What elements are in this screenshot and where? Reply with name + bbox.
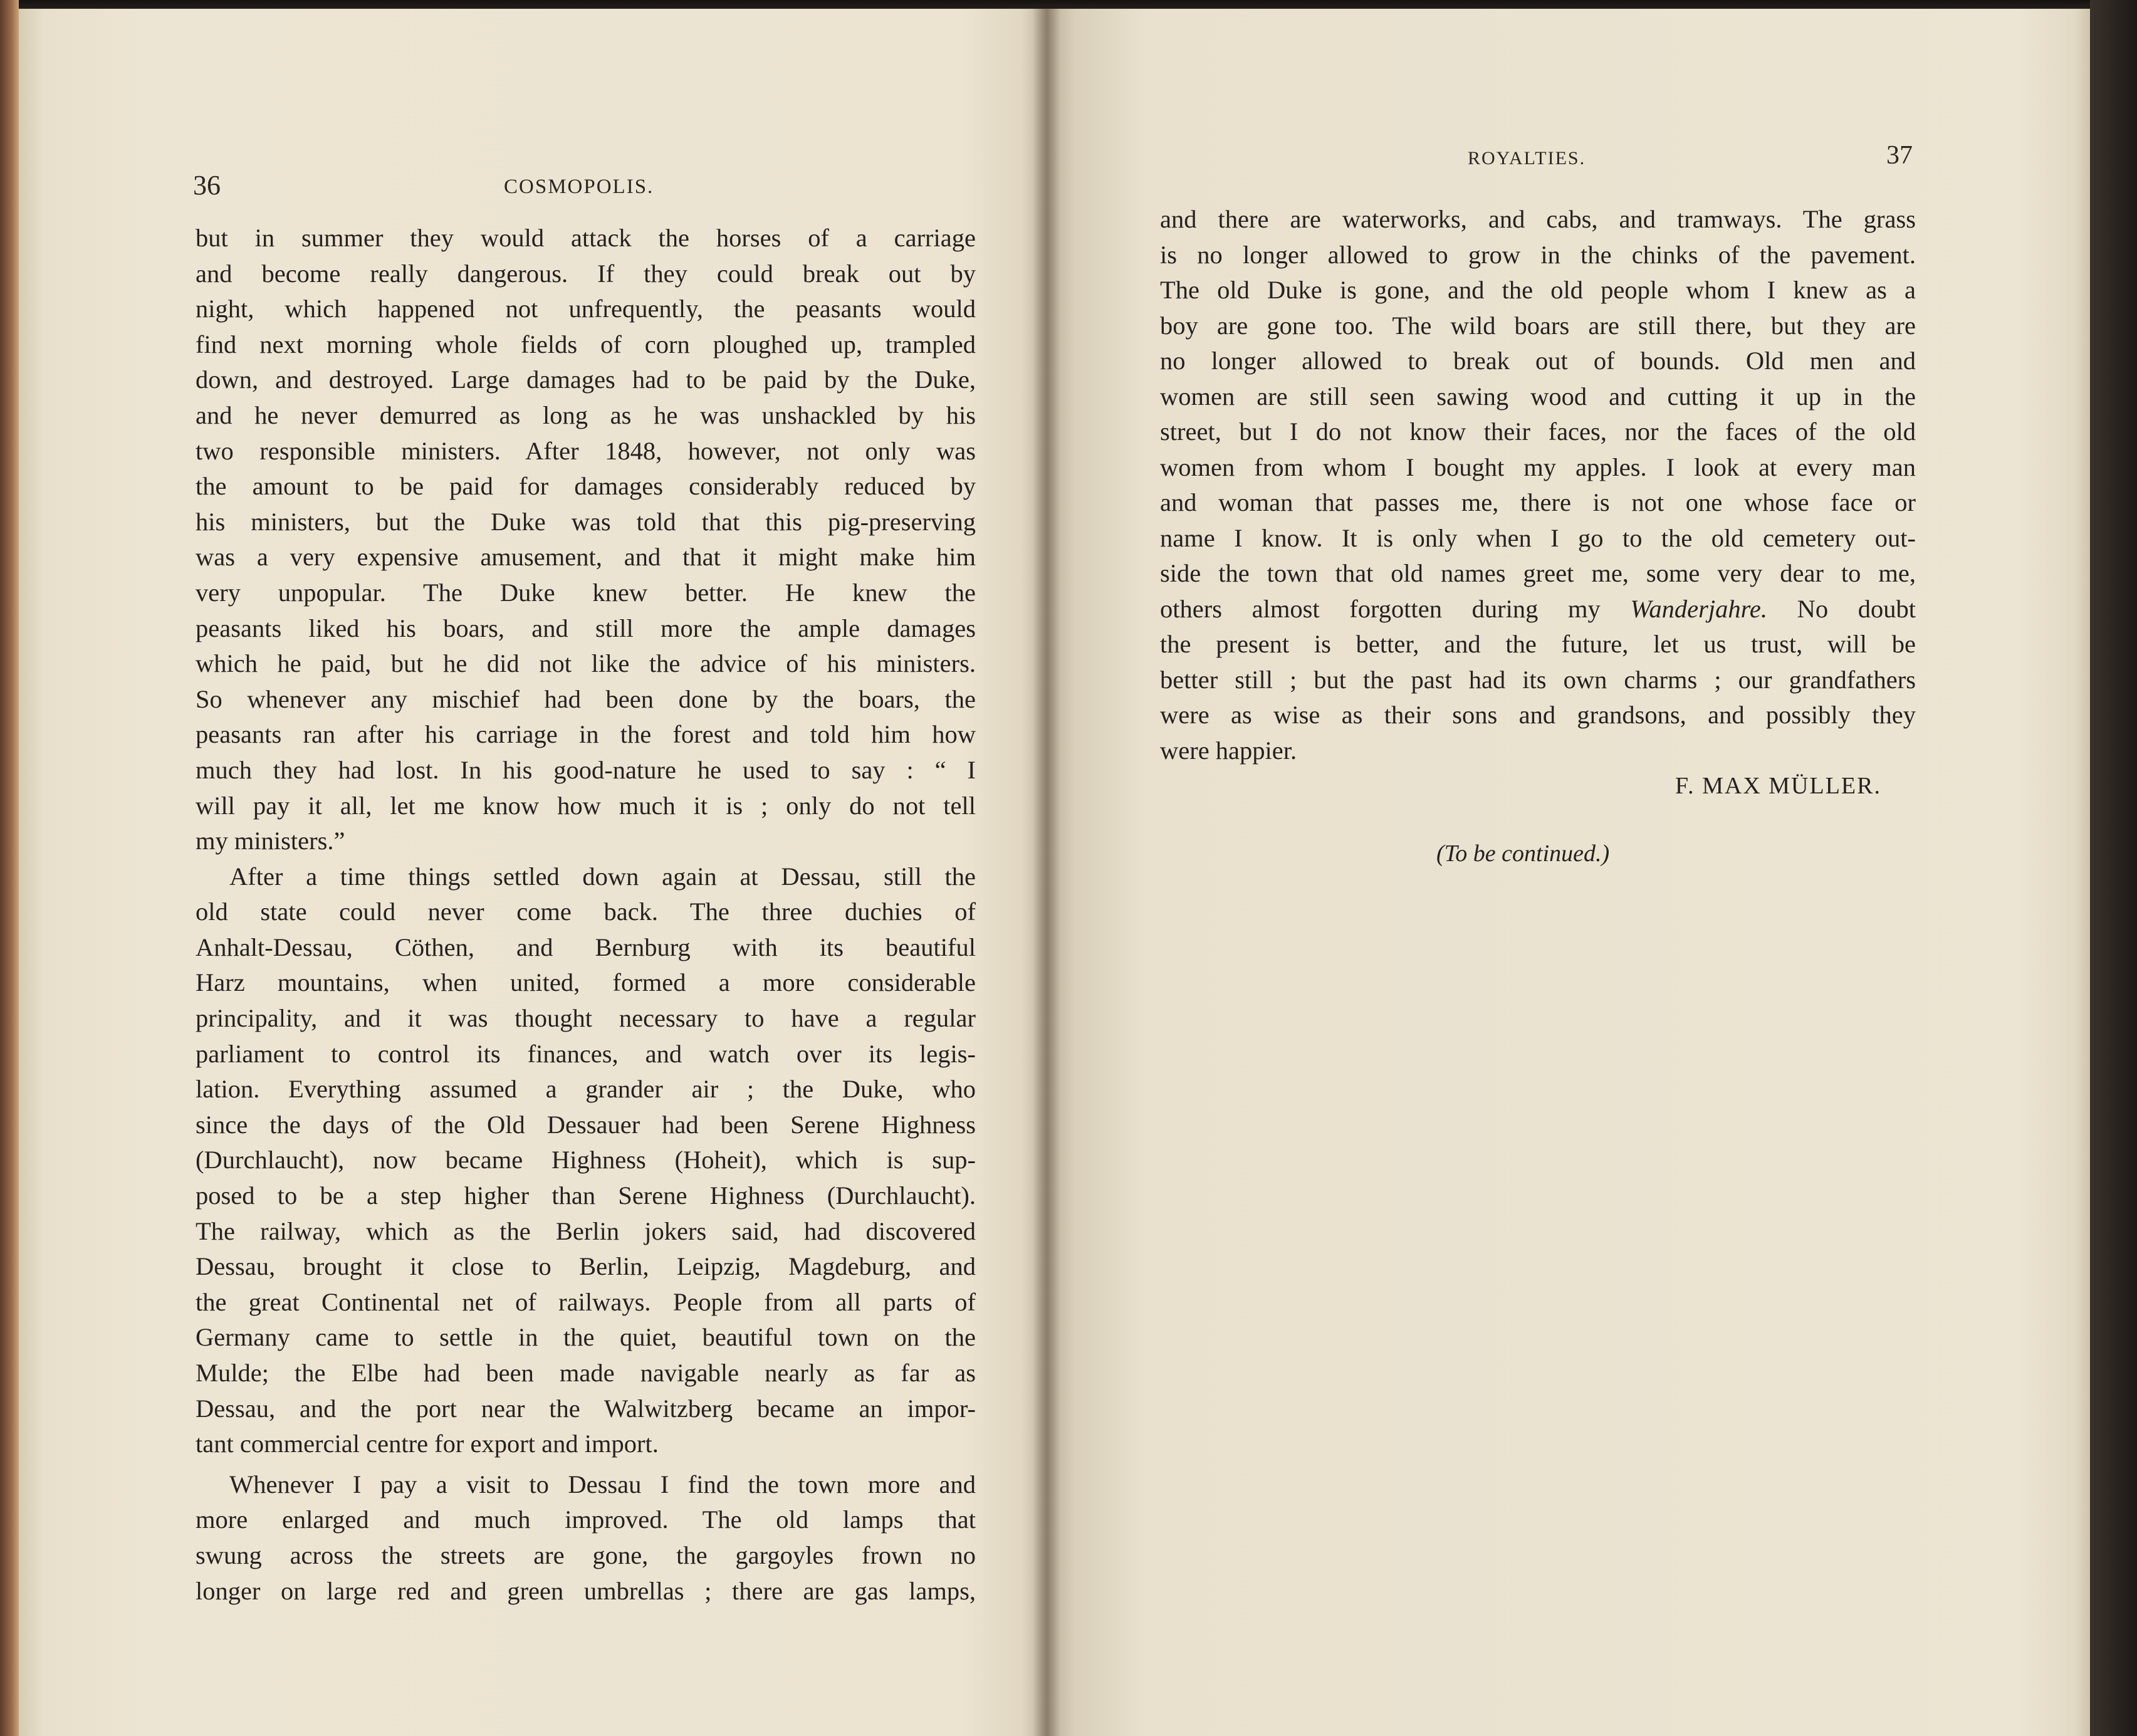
text-line: the present is better, and the future, let us trust, will be bbox=[1160, 630, 1916, 658]
left-body-text bbox=[196, 221, 976, 1609]
text-line: The old Duke is gone, and the old people whom I knew as a bbox=[1160, 276, 1916, 304]
running-head-left: COSMOPOLIS. bbox=[504, 175, 654, 198]
text-line: no longer allowed to break out of bounds. Old men and bbox=[1160, 347, 1916, 375]
text-line: very unpopular. The Duke knew better. He knew the bbox=[196, 578, 976, 607]
text-line: peasants liked his boars, and still more the ample damages bbox=[196, 614, 976, 642]
text-line: posed to be a step higher than Serene Highness (Durchlaucht). bbox=[196, 1181, 976, 1210]
text-line: were as wise as their sons and grandsons, and possibly they bbox=[1160, 701, 1916, 729]
text-line: peasants ran after his carriage in the forest and told him how bbox=[196, 720, 976, 749]
text-line: two responsible ministers. After 1848, however, not only was bbox=[196, 436, 976, 465]
running-head-right: ROYALTIES. bbox=[1468, 148, 1586, 169]
text-line: Germany came to settle in the quiet, beautiful town on the bbox=[196, 1323, 976, 1352]
text-line: Whenever I pay a visit to Dessau I find the town more and bbox=[229, 1470, 976, 1498]
text-line: old state could never come back. The three duchies of bbox=[196, 897, 976, 926]
right-cover-board bbox=[2090, 0, 2137, 1736]
text-line bbox=[1160, 592, 1916, 627]
text-line: Mulde; the Elbe had been made navigable nearly as far as bbox=[196, 1359, 976, 1387]
text-line: After a time things settled down again at Dessau, still the bbox=[229, 862, 976, 891]
text-line: and he never demurred as long as he was unshackled by his bbox=[196, 400, 976, 429]
book-gutter bbox=[1033, 9, 1060, 1736]
text-line: my ministers.” bbox=[196, 827, 345, 855]
author-signature: F. MAX MÜLLER. bbox=[1675, 773, 1881, 799]
text-line: tant commercial centre for export and import. bbox=[196, 1430, 659, 1458]
right-body-text bbox=[1160, 202, 1916, 768]
italic-word: Wanderjahre. bbox=[1630, 594, 1767, 623]
text-line: (Durchlaucht), now became Highness (Hoheit), which is sup- bbox=[196, 1146, 976, 1174]
page-number-left: 36 bbox=[193, 170, 221, 201]
text-line: more enlarged and much improved. The old lamps that bbox=[196, 1505, 976, 1534]
text-line: better still ; but the past had its own charms ; our grandfathers bbox=[1160, 665, 1916, 694]
text-line: principality, and it was thought necessary to have a regular bbox=[196, 1004, 976, 1033]
left-cover-board bbox=[0, 0, 19, 1736]
text-segment: others almost forgotten during my bbox=[1160, 594, 1601, 623]
text-line: Anhalt-Dessau, Cöthen, and Bernburg with its beautiful bbox=[196, 933, 976, 961]
text-line: night, which happened not unfrequently, the peasants would bbox=[196, 295, 976, 323]
text-line: much they had lost. In his good-nature he used to say : “ I bbox=[196, 755, 976, 784]
text-line: and become really dangerous. If they could break out by bbox=[196, 259, 976, 288]
text-line: women from whom I bought my apples. I look at every man bbox=[1160, 452, 1916, 481]
text-line: name I know. It is only when I go to the old cemetery out- bbox=[1160, 523, 1916, 552]
text-line: the amount to be paid for damages considerably reduced by bbox=[196, 472, 976, 501]
continuation-note: (To be continued.) bbox=[1436, 840, 1610, 867]
text-line: were happier. bbox=[1160, 736, 1297, 765]
right-page bbox=[1047, 9, 2090, 1736]
text-line: his ministers, but the Duke was told that this pig-preserving bbox=[196, 507, 976, 536]
left-page bbox=[19, 9, 1047, 1736]
text-line: longer on large red and green umbrellas ; there are gas lamps, bbox=[196, 1576, 976, 1605]
text-line: but in summer they would attack the horses of a carriage bbox=[196, 224, 976, 252]
text-line: street, but I do not know their faces, nor the faces of the old bbox=[1160, 417, 1916, 446]
text-line: and there are waterworks, and cabs, and tramways. The grass bbox=[1160, 205, 1916, 233]
text-line: swung across the streets are gone, the gargoyles frown no bbox=[196, 1540, 976, 1569]
text-line: since the days of the Old Dessauer had been Serene Highness bbox=[196, 1110, 976, 1139]
text-line: and woman that passes me, there is not one whose face or bbox=[1160, 488, 1916, 516]
text-line: lation. Everything assumed a grander air ; the Duke, who bbox=[196, 1075, 976, 1104]
text-line: boy are gone too. The wild boars are still there, but they are bbox=[1160, 311, 1916, 340]
text-line: will pay it all, let me know how much it is ; only do not tell bbox=[196, 791, 976, 820]
text-line: Dessau, and the port near the Walwitzberg became an impor- bbox=[196, 1394, 976, 1423]
text-line: So whenever any mischief had been done by the boars, the bbox=[196, 684, 976, 713]
text-line: down, and destroyed. Large damages had to be paid by the Duke, bbox=[196, 365, 976, 394]
text-segment: No doubt bbox=[1797, 594, 1916, 623]
text-line: the great Continental net of railways. People from all parts of bbox=[196, 1287, 976, 1316]
text-line: was a very expensive amusement, and that it might make him bbox=[196, 543, 976, 572]
text-line: which he paid, but he did not like the advice of his ministers. bbox=[196, 649, 976, 678]
text-line: find next morning whole fields of corn ploughed up, trampled bbox=[196, 330, 976, 358]
text-line: women are still seen sawing wood and cutting it up in the bbox=[1160, 382, 1916, 410]
page-number-right: 37 bbox=[1886, 141, 1913, 170]
text-line: is no longer allowed to grow in the chinks of the pavement. bbox=[1160, 240, 1916, 269]
text-line: The railway, which as the Berlin jokers said, had discovered bbox=[196, 1216, 976, 1245]
text-line: Harz mountains, when united, formed a more considerable bbox=[196, 968, 976, 997]
text-line: side the town that old names greet me, some very dear to me, bbox=[1160, 559, 1916, 587]
text-line: Dessau, brought it close to Berlin, Leipzig, Magdeburg, and bbox=[196, 1252, 976, 1281]
text-line: parliament to control its finances, and watch over its legis- bbox=[196, 1039, 976, 1068]
